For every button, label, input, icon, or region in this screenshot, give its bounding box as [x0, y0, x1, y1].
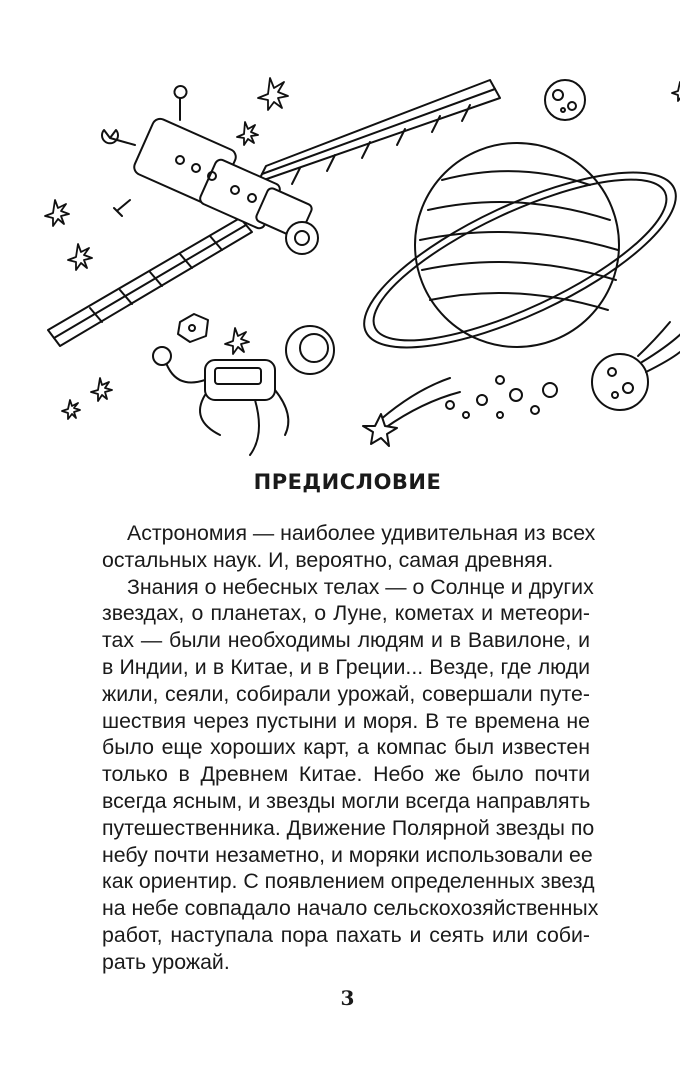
solar-panel-lower [48, 218, 252, 346]
text-line: путешественника. Движение Полярной звезды по [102, 815, 595, 840]
space-illustration [30, 60, 680, 460]
asteroid [178, 314, 208, 342]
text-line: шествия через пустыни и моря. В те времена не [102, 708, 590, 733]
text-line: всегда ясным, и звезды могли всегда направлять [102, 788, 591, 813]
ringed-planet [343, 138, 680, 381]
text-line: тах — были необходимы людям и в Вавилоне, и [102, 628, 590, 653]
text-line: в Индии, и в Китае, и в Греции... Везде, где люди [102, 654, 590, 679]
text-line: рать урожай. [102, 949, 230, 974]
shooting-star [363, 378, 460, 446]
page-number: 3 [340, 986, 355, 1010]
text-line: звездах, о планетах, о Луне, кометах и метеори- [102, 601, 590, 626]
paragraph-2 [102, 574, 599, 976]
text-line: на небе совпадало начало сельскохозяйственных [102, 896, 599, 921]
body-text [102, 520, 599, 976]
text-line: остальных наук. И, вероятно, самая древняя. [102, 547, 554, 572]
paragraph-1 [102, 520, 596, 574]
comet-right [592, 322, 680, 410]
text-line: жили, сеяли, собирали урожай, совершали путе- [102, 681, 590, 706]
debris [446, 376, 557, 418]
text-line: Астрономия — наиболее удивительная из всех [127, 521, 596, 545]
text-line: работ, наступала пора пахать и сеять или соби- [102, 922, 590, 947]
text-line: было еще хороших карт, а компас был известен [102, 735, 590, 760]
chapter-title: ПРЕДИСЛОВИЕ [253, 470, 442, 494]
text-line: как ориентир. С появлением определенных звезд [102, 869, 595, 894]
astronaut [153, 326, 334, 455]
text-line: Знания о небесных телах — о Солнце и других [127, 574, 594, 599]
small-planet [545, 80, 585, 120]
text-line: только в Древнем Китае. Небо же было почти [102, 762, 590, 787]
text-line: небу почти незаметно, и моряки использовали ее [102, 842, 593, 867]
